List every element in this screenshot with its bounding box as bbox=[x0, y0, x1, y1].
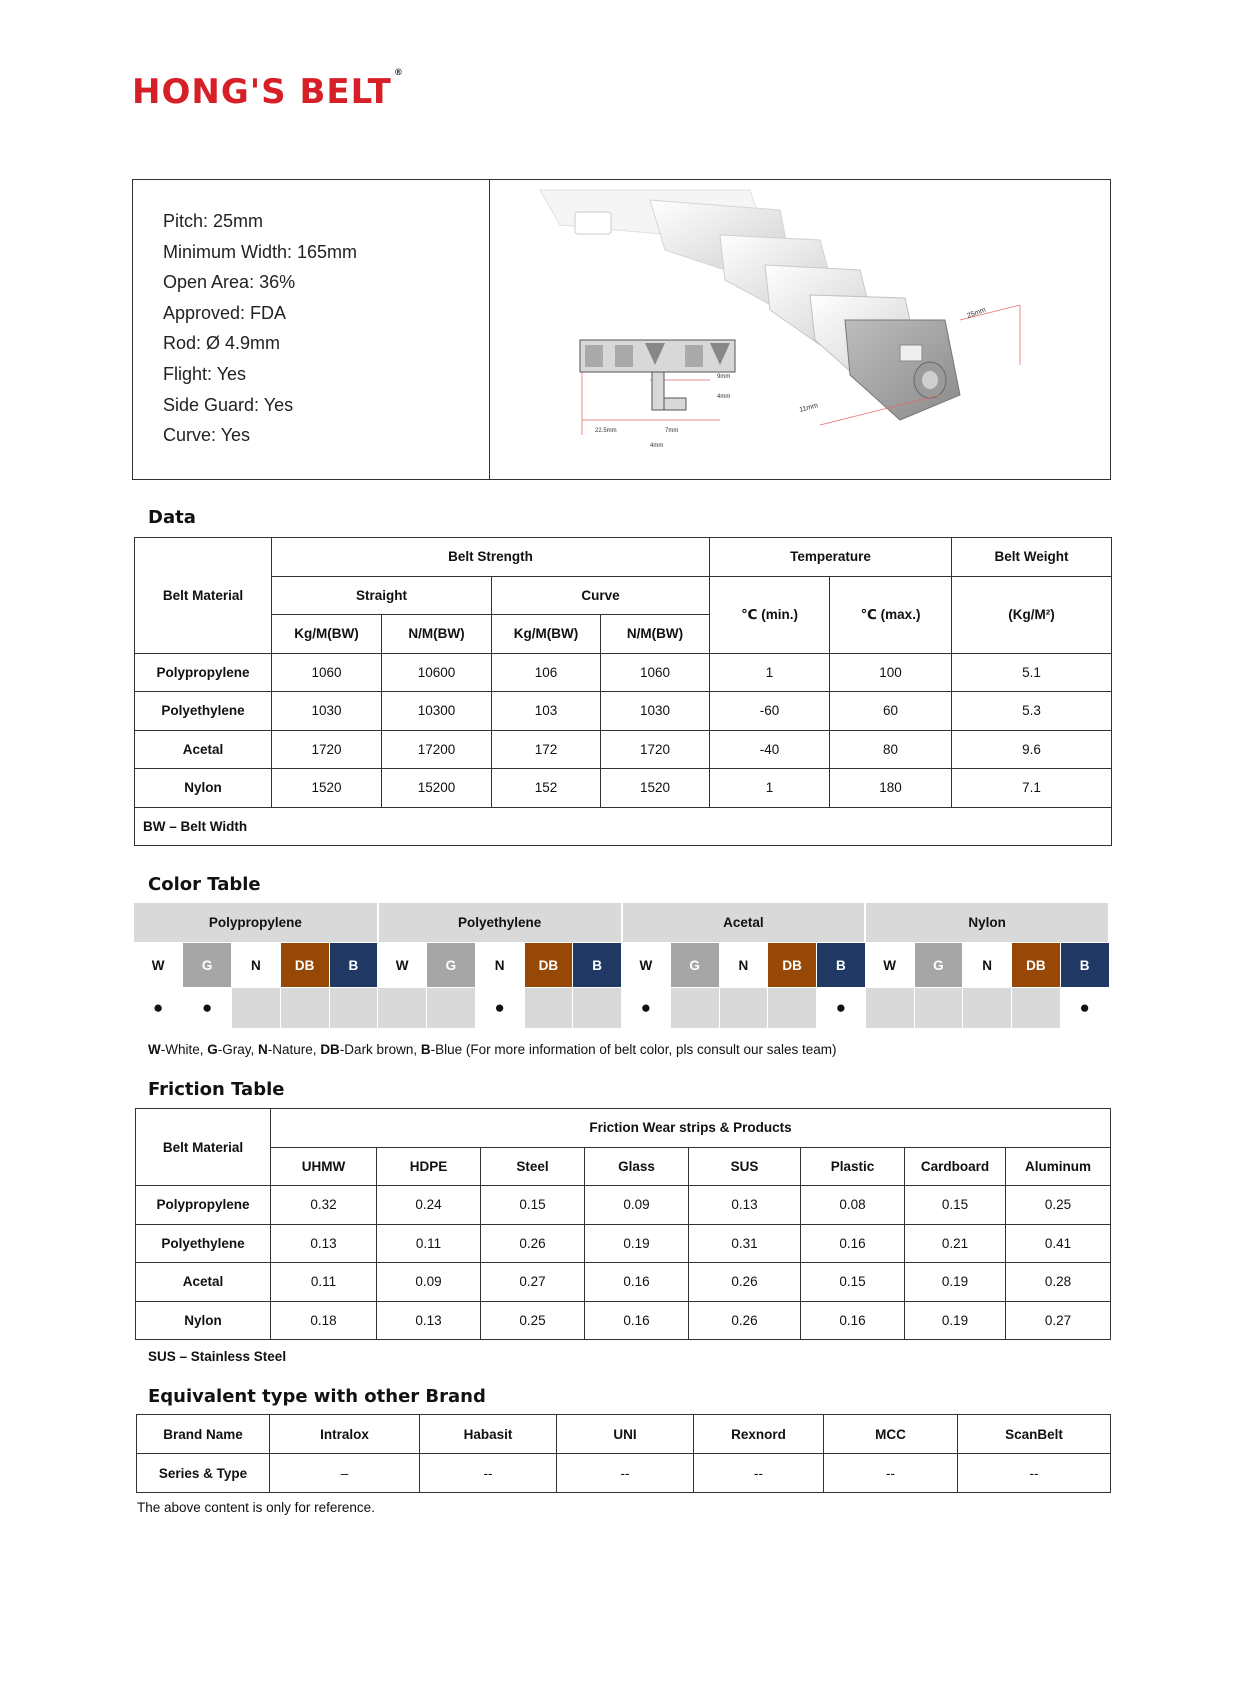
color-legend bbox=[148, 1042, 837, 1057]
h-straight-nm: N/M(BW) bbox=[382, 615, 492, 654]
value-cell: 0.27 bbox=[481, 1263, 585, 1302]
table-row bbox=[136, 1263, 1111, 1302]
availability-cell bbox=[378, 988, 427, 1029]
color-table bbox=[134, 903, 1110, 1029]
value-cell: 0.09 bbox=[585, 1186, 689, 1225]
logo-text: HONG'S BELT bbox=[132, 72, 392, 112]
value-cell: 0.28 bbox=[1006, 1263, 1111, 1302]
availability-cell bbox=[232, 988, 281, 1029]
availability-cell bbox=[329, 988, 378, 1029]
spec-approved: Approved: FDA bbox=[163, 302, 287, 323]
brand-name-cell: UNI bbox=[557, 1415, 694, 1454]
color-code-cell: DB bbox=[1012, 943, 1061, 988]
color-code-cell: W bbox=[622, 943, 671, 988]
color-code-cell: B bbox=[573, 943, 622, 988]
value-cell: 0.19 bbox=[585, 1224, 689, 1263]
value-cell: 0.26 bbox=[689, 1301, 801, 1340]
material-cell: Polyethylene bbox=[135, 692, 272, 731]
legend-text: -Gray, bbox=[217, 1042, 259, 1057]
belt-data-table bbox=[134, 537, 1112, 846]
value-cell: 0.26 bbox=[481, 1224, 585, 1263]
availability-cell: ● bbox=[475, 988, 524, 1029]
h-curve-nm: N/M(BW) bbox=[601, 615, 710, 654]
material-cell: Polyethylene bbox=[136, 1224, 271, 1263]
dim-label: 7mm bbox=[665, 428, 679, 434]
color-code-cell: N bbox=[232, 943, 281, 988]
color-code-cell: B bbox=[1060, 943, 1109, 988]
color-material-header: Acetal bbox=[622, 903, 866, 943]
availability-cell bbox=[914, 988, 963, 1029]
value-cell: 60 bbox=[830, 692, 952, 731]
availability-cell bbox=[719, 988, 768, 1029]
color-code-cell: W bbox=[134, 943, 183, 988]
friction-column-header: Aluminum bbox=[1006, 1147, 1111, 1186]
brand-logo bbox=[132, 68, 404, 112]
availability-cell bbox=[1012, 988, 1061, 1029]
availability-cell: ● bbox=[817, 988, 866, 1029]
brand-name-cell: Habasit bbox=[420, 1415, 557, 1454]
value-cell: 10600 bbox=[382, 653, 492, 692]
series-type-cell: -- bbox=[420, 1454, 557, 1493]
table-row bbox=[135, 730, 1112, 769]
value-cell: 0.13 bbox=[271, 1224, 377, 1263]
value-cell: 1030 bbox=[272, 692, 382, 731]
value-cell: 0.08 bbox=[801, 1186, 905, 1225]
series-type-cell: – bbox=[270, 1454, 420, 1493]
color-code-cell: G bbox=[670, 943, 719, 988]
brand-name-cell: MCC bbox=[824, 1415, 958, 1454]
value-cell: 0.11 bbox=[377, 1224, 481, 1263]
friction-table bbox=[135, 1108, 1111, 1340]
color-code-cell: G bbox=[183, 943, 232, 988]
availability-cell: ● bbox=[134, 988, 183, 1029]
material-cell: Nylon bbox=[135, 769, 272, 808]
value-cell: 0.16 bbox=[585, 1263, 689, 1302]
spec-side-guard: Side Guard: Yes bbox=[163, 394, 294, 415]
h-friction-group: Friction Wear strips & Products bbox=[271, 1109, 1111, 1148]
spec-box bbox=[132, 179, 1111, 480]
value-cell: 0.21 bbox=[905, 1224, 1006, 1263]
table-row bbox=[135, 692, 1112, 731]
value-cell: 5.1 bbox=[952, 653, 1112, 692]
value-cell: 152 bbox=[492, 769, 601, 808]
value-cell: 106 bbox=[492, 653, 601, 692]
value-cell: 1720 bbox=[601, 730, 710, 769]
h-series-type: Series & Type bbox=[137, 1454, 270, 1493]
value-cell: 0.15 bbox=[481, 1186, 585, 1225]
material-cell: Acetal bbox=[136, 1263, 271, 1302]
color-code-cell: DB bbox=[768, 943, 817, 988]
value-cell: 172 bbox=[492, 730, 601, 769]
value-cell: 103 bbox=[492, 692, 601, 731]
brand-name-cell: Rexnord bbox=[694, 1415, 824, 1454]
value-cell: 0.32 bbox=[271, 1186, 377, 1225]
value-cell: 0.27 bbox=[1006, 1301, 1111, 1340]
table-row bbox=[136, 1301, 1111, 1340]
value-cell: 0.41 bbox=[1006, 1224, 1111, 1263]
legend-code: W bbox=[148, 1042, 161, 1057]
value-cell: 1030 bbox=[601, 692, 710, 731]
brand-name-cell: ScanBelt bbox=[958, 1415, 1111, 1454]
table-row bbox=[136, 1186, 1111, 1225]
h-belt-weight: Belt Weight bbox=[952, 538, 1112, 577]
h-weight-unit: (Kg/M²) bbox=[952, 576, 1112, 653]
series-type-cell: -- bbox=[824, 1454, 958, 1493]
material-cell: Nylon bbox=[136, 1301, 271, 1340]
h-temperature: Temperature bbox=[710, 538, 952, 577]
value-cell: 17200 bbox=[382, 730, 492, 769]
table-row bbox=[135, 653, 1112, 692]
color-material-header: Polypropylene bbox=[134, 903, 378, 943]
value-cell: 0.25 bbox=[1006, 1186, 1111, 1225]
value-cell: 80 bbox=[830, 730, 952, 769]
value-cell: 0.13 bbox=[689, 1186, 801, 1225]
color-table-title: Color Table bbox=[148, 874, 261, 895]
legend-text: -Nature, bbox=[267, 1042, 321, 1057]
value-cell: 1720 bbox=[272, 730, 382, 769]
series-type-cell: -- bbox=[557, 1454, 694, 1493]
value-cell: 1 bbox=[710, 653, 830, 692]
table-row bbox=[135, 769, 1112, 808]
value-cell: 1520 bbox=[272, 769, 382, 808]
availability-cell bbox=[573, 988, 622, 1029]
availability-cell: ● bbox=[183, 988, 232, 1029]
color-code-cell: DB bbox=[524, 943, 573, 988]
dim-label: 9mm bbox=[717, 374, 731, 380]
spec-min-width: Minimum Width: 165mm bbox=[163, 241, 358, 262]
color-code-cell: DB bbox=[280, 943, 329, 988]
value-cell: 0.13 bbox=[377, 1301, 481, 1340]
value-cell: 1 bbox=[710, 769, 830, 808]
legend-text: -Blue (For more information of belt color, pls consult our sales team) bbox=[430, 1042, 837, 1057]
h-belt-material: Belt Material bbox=[135, 538, 272, 654]
value-cell: 1060 bbox=[272, 653, 382, 692]
value-cell: 0.09 bbox=[377, 1263, 481, 1302]
equivalent-title: Equivalent type with other Brand bbox=[148, 1386, 486, 1407]
series-type-cell: -- bbox=[958, 1454, 1111, 1493]
material-cell: Polypropylene bbox=[136, 1186, 271, 1225]
legend-text: -White, bbox=[160, 1042, 208, 1057]
availability-cell bbox=[427, 988, 476, 1029]
dim-label: 11mm bbox=[798, 402, 819, 414]
table-row bbox=[136, 1224, 1111, 1263]
availability-cell bbox=[963, 988, 1012, 1029]
color-code-cell: W bbox=[378, 943, 427, 988]
value-cell: 100 bbox=[830, 653, 952, 692]
h-curve: Curve bbox=[492, 576, 710, 615]
color-code-cell: W bbox=[865, 943, 914, 988]
spec-rod: Rod: Ø 4.9mm bbox=[163, 333, 281, 354]
legend-code: DB bbox=[320, 1042, 340, 1057]
h-curve-kg: Kg/M(BW) bbox=[492, 615, 601, 654]
profile-drawing bbox=[580, 340, 735, 410]
color-code-cell: G bbox=[914, 943, 963, 988]
value-cell: 0.11 bbox=[271, 1263, 377, 1302]
value-cell: -40 bbox=[710, 730, 830, 769]
availability-cell bbox=[865, 988, 914, 1029]
h-temp-max: ℃ (max.) bbox=[830, 576, 952, 653]
sus-note: SUS – Stainless Steel bbox=[148, 1349, 287, 1364]
color-code-cell: B bbox=[817, 943, 866, 988]
friction-column-header: Glass bbox=[585, 1147, 689, 1186]
data-title: Data bbox=[148, 507, 196, 528]
value-cell: 0.19 bbox=[905, 1263, 1006, 1302]
value-cell: 0.18 bbox=[271, 1301, 377, 1340]
availability-cell bbox=[768, 988, 817, 1029]
dim-label: 4mm bbox=[650, 443, 664, 449]
availability-cell bbox=[280, 988, 329, 1029]
color-code-cell: N bbox=[963, 943, 1012, 988]
friction-table-title: Friction Table bbox=[148, 1079, 285, 1100]
dim-label: 25mm bbox=[966, 306, 987, 320]
friction-column-header: HDPE bbox=[377, 1147, 481, 1186]
belt-width-note: BW – Belt Width bbox=[135, 807, 1112, 846]
value-cell: 0.16 bbox=[585, 1301, 689, 1340]
value-cell: 5.3 bbox=[952, 692, 1112, 731]
value-cell: 10300 bbox=[382, 692, 492, 731]
material-cell: Acetal bbox=[135, 730, 272, 769]
legend-code: B bbox=[420, 1042, 431, 1057]
h-straight: Straight bbox=[272, 576, 492, 615]
legend-text: -Dark brown, bbox=[339, 1042, 421, 1057]
availability-cell bbox=[670, 988, 719, 1029]
belt-illustration bbox=[490, 180, 1110, 479]
value-cell: 15200 bbox=[382, 769, 492, 808]
value-cell: 7.1 bbox=[952, 769, 1112, 808]
h-straight-kg: Kg/M(BW) bbox=[272, 615, 382, 654]
friction-column-header: SUS bbox=[689, 1147, 801, 1186]
dim-label: 22.5mm bbox=[595, 428, 617, 434]
value-cell: -60 bbox=[710, 692, 830, 731]
spec-pitch: Pitch: 25mm bbox=[163, 211, 264, 231]
value-cell: 9.6 bbox=[952, 730, 1112, 769]
availability-cell bbox=[524, 988, 573, 1029]
color-material-header: Nylon bbox=[865, 903, 1109, 943]
availability-cell: ● bbox=[1060, 988, 1109, 1029]
h-friction-material: Belt Material bbox=[136, 1109, 271, 1186]
value-cell: 0.19 bbox=[905, 1301, 1006, 1340]
spec-list bbox=[133, 180, 490, 479]
value-cell: 0.31 bbox=[689, 1224, 801, 1263]
color-code-cell: G bbox=[427, 943, 476, 988]
friction-column-header: Steel bbox=[481, 1147, 585, 1186]
value-cell: 1520 bbox=[601, 769, 710, 808]
friction-column-header: Cardboard bbox=[905, 1147, 1006, 1186]
value-cell: 0.15 bbox=[801, 1263, 905, 1302]
h-temp-min: ℃ (min.) bbox=[710, 576, 830, 653]
spec-curve: Curve: Yes bbox=[163, 425, 251, 446]
h-belt-strength: Belt Strength bbox=[272, 538, 710, 577]
series-type-cell: -- bbox=[694, 1454, 824, 1493]
spec-open-area: Open Area: 36% bbox=[163, 272, 296, 293]
friction-column-header: Plastic bbox=[801, 1147, 905, 1186]
belt-drawing bbox=[490, 180, 1110, 478]
color-code-cell: N bbox=[475, 943, 524, 988]
friction-column-header: UHMW bbox=[271, 1147, 377, 1186]
availability-cell: ● bbox=[622, 988, 671, 1029]
value-cell: 0.24 bbox=[377, 1186, 481, 1225]
color-code-cell: N bbox=[719, 943, 768, 988]
spec-flight: Flight: Yes bbox=[163, 363, 247, 384]
value-cell: 0.25 bbox=[481, 1301, 585, 1340]
brand-name-cell: Intralox bbox=[270, 1415, 420, 1454]
color-code-cell: B bbox=[329, 943, 378, 988]
legend-code: N bbox=[258, 1042, 268, 1057]
value-cell: 0.16 bbox=[801, 1224, 905, 1263]
color-material-header: Polyethylene bbox=[378, 903, 622, 943]
value-cell: 0.26 bbox=[689, 1263, 801, 1302]
material-cell: Polypropylene bbox=[135, 653, 272, 692]
registered-mark: ® bbox=[393, 68, 404, 78]
belt-modules bbox=[540, 190, 960, 420]
value-cell: 0.16 bbox=[801, 1301, 905, 1340]
value-cell: 1060 bbox=[601, 653, 710, 692]
equivalent-table bbox=[136, 1414, 1111, 1493]
h-brand-name: Brand Name bbox=[137, 1415, 270, 1454]
dim-label: 4mm bbox=[717, 394, 731, 400]
legend-code: G bbox=[207, 1042, 218, 1057]
value-cell: 0.15 bbox=[905, 1186, 1006, 1225]
value-cell: 180 bbox=[830, 769, 952, 808]
reference-note: The above content is only for reference. bbox=[137, 1500, 375, 1515]
